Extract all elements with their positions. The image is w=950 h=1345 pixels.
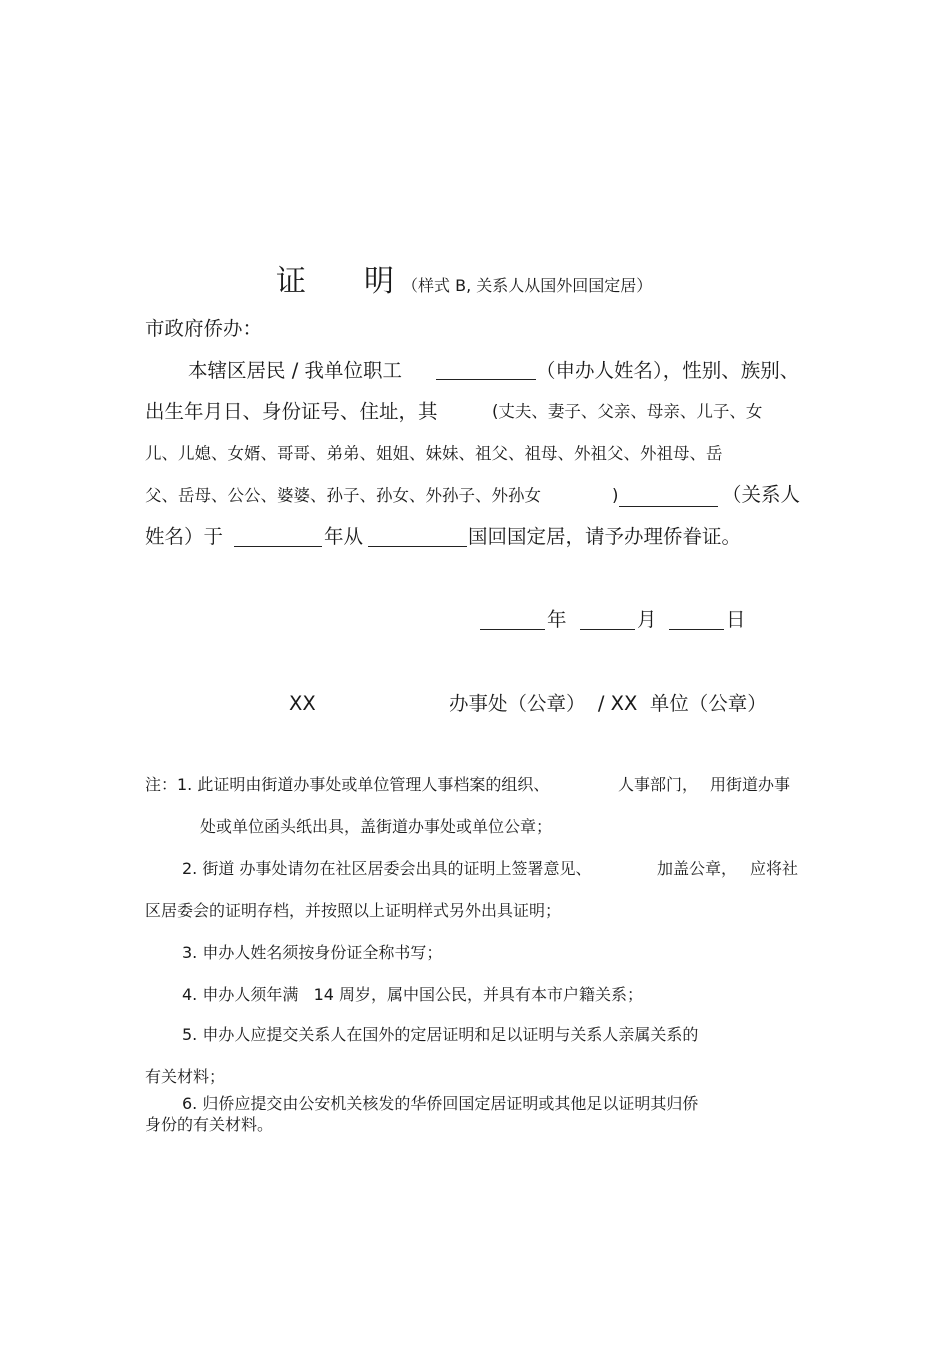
body-line-5-end: 国回国定居，请予办理侨眷证。 (468, 525, 742, 548)
body-line-4-end: （关系人 (722, 483, 801, 506)
body-line-4-paren: ) (612, 486, 619, 505)
note-1-mid: 人事部门， (618, 775, 699, 794)
body-line-1-end: （申办人姓名），性别、族别、 (536, 359, 800, 382)
body-line-1-start: 本辖区居民 / 我单位职工 (188, 359, 402, 382)
note-2-end: 应将社 (750, 859, 799, 878)
body-line-3: 儿、儿媳、女婿、哥哥、弟弟、姐姐、妹妹、祖父、祖母、外祖父、外祖母、岳 (145, 444, 723, 463)
note-5: 5. 申办人应提交关系人在国外的定居证明和足以证明与关系人亲属关系的 (182, 1025, 699, 1044)
title-char-2: 明 (364, 264, 394, 299)
body-line-5-mid: 年从 (324, 525, 364, 548)
date-month-label: 月 (637, 608, 657, 631)
country-blank (368, 546, 467, 547)
title-subtitle: （样式 B, 关系人从国外回国定居） (402, 276, 653, 295)
date-year-blank (480, 629, 545, 630)
date-day-label: 日 (726, 608, 746, 631)
note-4: 4. 申办人须年满 14 周岁，属中国公民，并具有本市户籍关系； (182, 985, 644, 1004)
note-1-end: 用街道办事 (710, 775, 791, 794)
body-line-2-start: 出生年月日、身份证号、住址，其 (145, 400, 438, 423)
note-3: 3. 申办人姓名须按身份证全称书写； (182, 943, 443, 962)
note-6-cont: 身份的有关材料。 (145, 1115, 274, 1134)
body-line-4-start: 父、岳母、公公、婆婆、孙子、孙女、外孙子、外孙女 (145, 486, 541, 505)
applicant-name-blank (436, 379, 536, 380)
body-line-2-end: (丈夫、妻子、父亲、母亲、儿子、女 (492, 402, 763, 421)
note-2-start: 2. 街道 办事处请勿在社区居委会出具的证明上签署意见、 (182, 859, 592, 878)
date-day-blank (669, 629, 724, 630)
note-2-cont: 区居委会的证明存档，并按照以上证明样式另外出具证明； (145, 901, 562, 920)
body-line-5-start: 姓名）于 (145, 525, 224, 548)
year-blank (234, 546, 322, 547)
seal-xx: XX (289, 692, 316, 715)
note-1-cont: 处或单位函头纸出具，盖街道办事处或单位公章； (200, 817, 553, 836)
seal-text: 办事处（公章） / XX 单位（公章） (449, 692, 767, 715)
date-year-label: 年 (547, 608, 567, 631)
date-month-blank (580, 629, 635, 630)
note-6: 6. 归侨应提交由公安机关核发的华侨回国定居证明或其他足以证明其归侨 (182, 1094, 699, 1113)
note-5-cont: 有关材料； (145, 1067, 226, 1086)
note-2-mid: 加盖公章， (657, 859, 738, 878)
note-1-start: 注：1. 此证明由街道办事处或单位管理人事档案的组织、 (145, 775, 550, 794)
title-char-1: 证 (276, 264, 306, 299)
addressee: 市政府侨办： (145, 317, 263, 340)
relative-name-blank (619, 506, 718, 507)
